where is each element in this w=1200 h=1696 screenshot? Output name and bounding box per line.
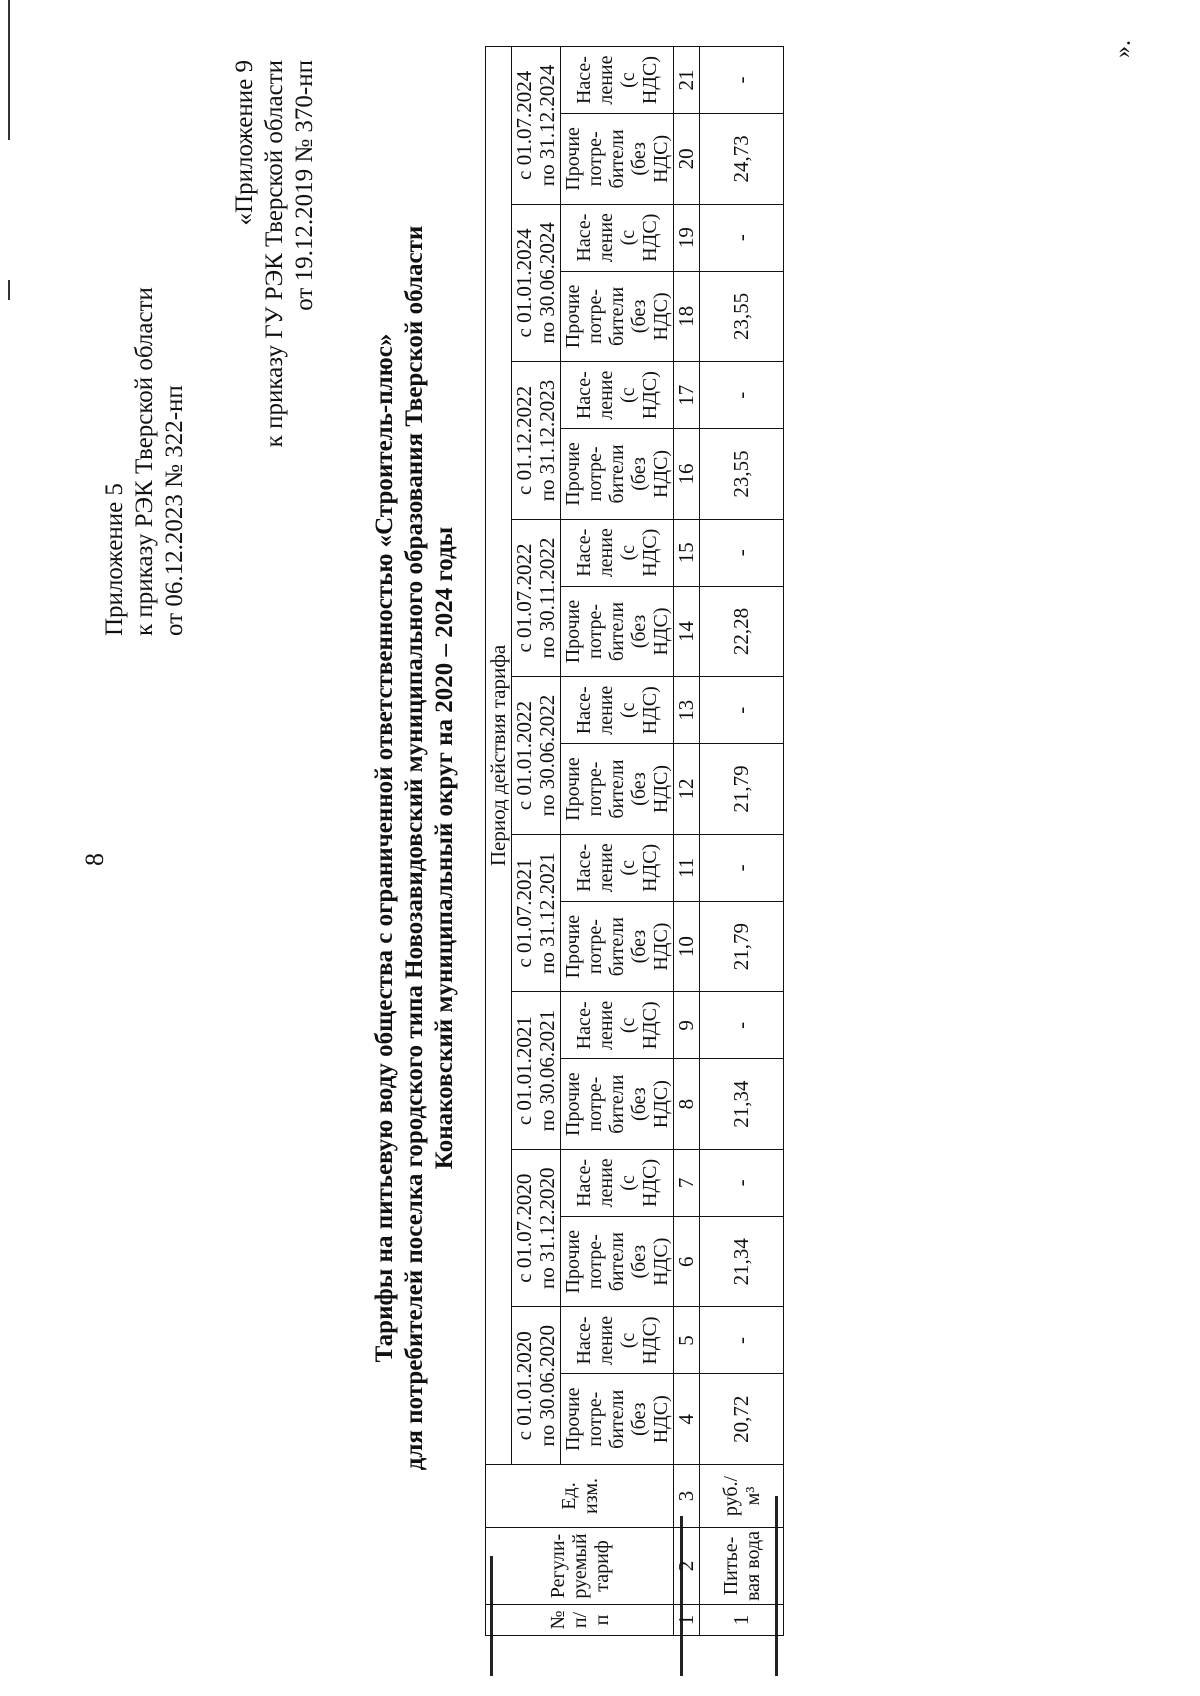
period-to: по 30.06.2020 [535, 1324, 559, 1447]
tariff-value: - [700, 1307, 784, 1374]
subheader-other-consumers: Прочие потре- бители (без НДС) [561, 744, 674, 835]
subheader-other-consumers: Прочие потре- бители (без НДС) [561, 429, 674, 520]
tariff-value: 23,55 [700, 429, 784, 520]
column-number: 18 [674, 271, 700, 362]
column-number: 4 [674, 1374, 700, 1465]
column-number: 11 [674, 834, 700, 901]
subheader-population: Насе- ление (с НДС) [561, 204, 674, 271]
subheader-population: Насе- ление (с НДС) [561, 1307, 674, 1374]
tariff-value: - [700, 1149, 784, 1216]
subheader-population: Насе- ление (с НДС) [561, 992, 674, 1059]
subheader-other-consumers: Прочие потре- бители (без НДС) [561, 271, 674, 362]
column-number: 14 [674, 586, 700, 677]
title-line3: Конаковский муниципальный округ на 2020 – 2024 годы [431, 526, 458, 1170]
tariff-value: - [700, 47, 784, 114]
tariff-value: 20,72 [700, 1374, 784, 1465]
header-period-range [512, 47, 561, 205]
header-period-range [512, 1307, 561, 1465]
period-from: с 01.01.2024 [512, 228, 536, 338]
period-from: с 01.01.2022 [512, 701, 536, 811]
tariff-value: - [700, 362, 784, 429]
subheader-population: Насе- ление (с НДС) [561, 1149, 674, 1216]
appendix-current [100, 287, 190, 636]
column-number: 1 [674, 1605, 700, 1636]
period-from: с 01.07.2022 [512, 543, 536, 653]
tariff-value: 21,79 [700, 901, 784, 992]
column-number: 8 [674, 1059, 700, 1150]
appendix-original [230, 60, 320, 447]
period-to: по 31.12.2021 [535, 852, 559, 974]
tariff-value: - [700, 204, 784, 271]
subheader-other-consumers: Прочие потре- бители (без НДС) [561, 1216, 674, 1307]
tariff-table [485, 46, 784, 1636]
tariff-value: 21,79 [700, 744, 784, 835]
column-number-row [674, 47, 700, 1636]
header-row [486, 47, 512, 1636]
title-line2: для потребителей поселка городского типа Новозавидовский муниципального образования Тверской области [401, 225, 428, 1471]
column-number: 7 [674, 1149, 700, 1216]
appendix-original-line2: к приказу ГУ РЭК Тверской области [261, 60, 288, 448]
tariff-value: - [700, 992, 784, 1059]
row-unit: руб./ м³ [700, 1465, 784, 1528]
page-number: 8 [80, 853, 109, 866]
period-to: по 31.12.2023 [535, 379, 559, 502]
subheader-population: Насе- ление (с НДС) [561, 362, 674, 429]
column-number: 16 [674, 429, 700, 520]
period-to: по 30.06.2021 [535, 1009, 559, 1132]
appendix-current-line3: от 06.12.2023 № 322-нп [161, 385, 188, 636]
period-from: с 01.01.2021 [512, 1016, 536, 1126]
subheader-other-consumers: Прочие потре- бители (без НДС) [561, 1059, 674, 1150]
header-number: № п/ п [486, 1605, 674, 1636]
column-number: 2 [674, 1528, 700, 1605]
column-number: 9 [674, 992, 700, 1059]
row-number: 1 [700, 1605, 784, 1636]
tariff-value: - [700, 834, 784, 901]
appendix-current-line2: к приказу РЭК Тверской области [131, 287, 158, 636]
period-to: по 30.11.2022 [535, 537, 559, 659]
period-to: по 31.12.2024 [535, 64, 559, 187]
subheader-population: Насе- ление (с НДС) [561, 519, 674, 586]
appendix-original-line3: от 19.12.2019 № 370-нп [291, 60, 318, 311]
tariff-value: - [700, 677, 784, 744]
tariff-value: 23,55 [700, 271, 784, 362]
period-from: с 01.07.2020 [512, 1173, 536, 1283]
tariff-value: 21,34 [700, 1059, 784, 1150]
header-period-range [512, 992, 561, 1150]
period-from: с 01.12.2022 [512, 385, 536, 495]
subheader-other-consumers: Прочие потре- бители (без НДС) [561, 114, 674, 205]
header-period-range [512, 834, 561, 992]
column-number: 20 [674, 114, 700, 205]
subheader-other-consumers: Прочие потре- бители (без НДС) [561, 901, 674, 992]
tariff-value: - [700, 519, 784, 586]
column-number: 21 [674, 47, 700, 114]
subheader-other-consumers: Прочие потре- бители (без НДС) [561, 1374, 674, 1465]
appendix-current-line1: Приложение 5 [101, 483, 128, 636]
period-from: с 01.07.2024 [512, 70, 536, 180]
tariff-value: 22,28 [700, 586, 784, 677]
subheader-other-consumers: Прочие потре- бители (без НДС) [561, 586, 674, 677]
subheader-population: Насе- ление (с НДС) [561, 47, 674, 114]
closing-quote: ». [1110, 40, 1136, 58]
column-number: 5 [674, 1307, 700, 1374]
header-period-range [512, 519, 561, 677]
table-row [700, 47, 784, 1636]
header-period-range [512, 677, 561, 835]
tariff-value: 21,34 [700, 1216, 784, 1307]
header-unit: Ед. изм. [486, 1465, 674, 1528]
column-number: 6 [674, 1216, 700, 1307]
column-number: 19 [674, 204, 700, 271]
period-from: с 01.07.2021 [512, 858, 536, 968]
header-subcols-row [561, 47, 674, 1636]
header-periods-row [512, 47, 561, 1636]
subheader-population: Насе- ление (с НДС) [561, 834, 674, 901]
header-period-range [512, 362, 561, 520]
header-period-range [512, 1149, 561, 1307]
period-from: с 01.01.2020 [512, 1331, 536, 1441]
document-title [370, 0, 460, 1696]
subheader-population: Насе- ление (с НДС) [561, 677, 674, 744]
period-to: по 30.06.2024 [535, 222, 559, 344]
column-number: 10 [674, 901, 700, 992]
column-number: 3 [674, 1465, 700, 1528]
header-period-range [512, 204, 561, 362]
header-period: Период действия тарифа [486, 47, 512, 1465]
header-tariff: Регули- руемый тариф [486, 1528, 674, 1605]
column-number: 15 [674, 519, 700, 586]
column-number: 13 [674, 677, 700, 744]
tariff-value: 24,73 [700, 114, 784, 205]
period-to: по 30.06.2022 [535, 694, 559, 817]
column-number: 17 [674, 362, 700, 429]
row-tariff-name: Питье- вая вода [700, 1528, 784, 1605]
period-to: по 31.12.2020 [535, 1167, 559, 1289]
appendix-original-line1: «Приложение 9 [231, 60, 258, 226]
title-line1: Тарифы на питьевую воду общества с ограниченной ответственностью «Строитель-плюс» [371, 333, 398, 1363]
column-number: 12 [674, 744, 700, 835]
